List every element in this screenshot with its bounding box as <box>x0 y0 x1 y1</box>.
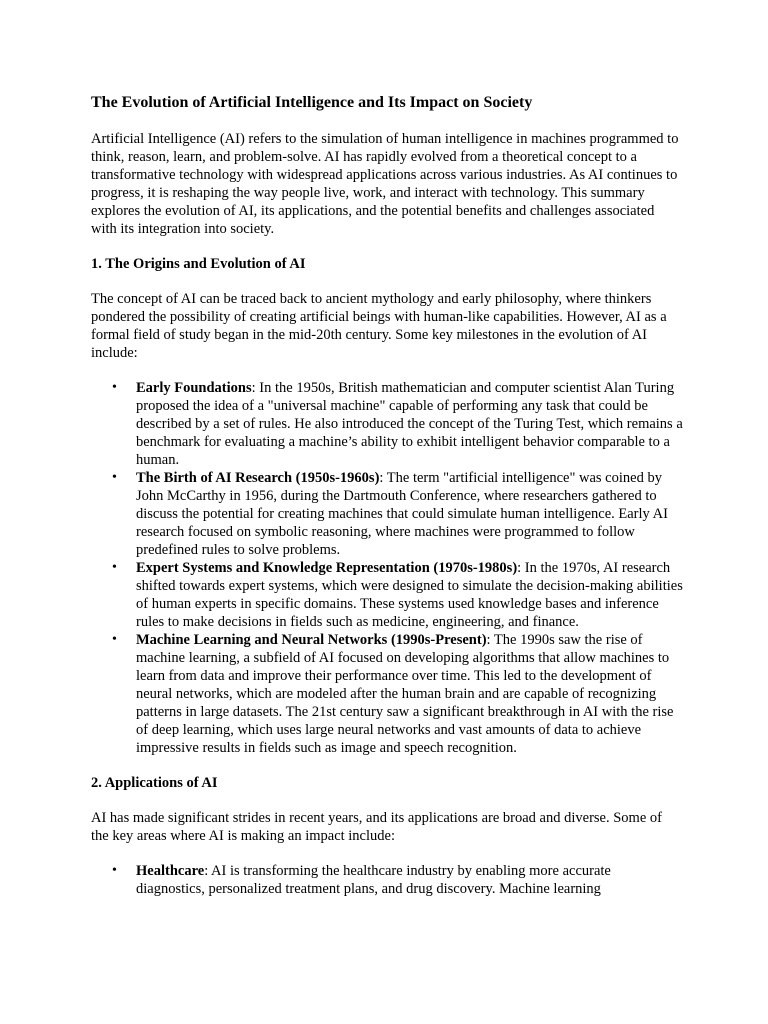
document-title: The Evolution of Artificial Intelligence and Its Impact on Society <box>91 94 533 111</box>
bullet-icon: • <box>112 560 117 575</box>
milestones-list <box>91 379 683 757</box>
bullet-icon: • <box>112 470 117 485</box>
list-item <box>91 469 683 559</box>
bullet-text: : In the 1970s, AI research shifted towards expert systems, which were designed to simulate the decision-making abilities of human experts in specific domains. These systems used knowledge bases and inference rules to make decisions in fields such as medicine, engineering, and finance. <box>136 560 683 630</box>
document-page <box>91 93 683 915</box>
bullet-term: Expert Systems and Knowledge Representation (1970s-1980s) <box>136 560 518 576</box>
bullet-icon: • <box>112 380 117 395</box>
bullet-text: : The 1990s saw the rise of machine learning, a subfield of AI focused on developing algorithms that allow machines to learn from data and improve their performance over time. This led to the development of neural networks, which are modeled after the human brain and are capable of recognizing patterns in large datasets. The 21st century saw a significant breakthrough in AI with the rise of deep learning, which uses large neural networks and vast amounts of data to achieve impressive results in fields such as image and speech recognition. <box>136 632 674 756</box>
bullet-text: : In the 1950s, British mathematician and computer scientist Alan Turing proposed the idea of a "universal machine" capable of performing any task that could be described by a set of rules. He also introduced the concept of the Turing Test, which remains a benchmark for evaluating a machine’s ability to exhibit intelligent behavior comparable to a human. <box>136 380 683 468</box>
bullet-icon: • <box>112 632 117 647</box>
bullet-term: The Birth of AI Research (1950s-1960s) <box>136 470 380 486</box>
section-heading-origins: 1. The Origins and Evolution of AI <box>91 256 306 272</box>
bullet-text: : The term "artificial intelligence" was coined by John McCarthy in 1956, during the Dartmouth Conference, where researchers gathered to discuss the potential for creating machines that could simulate human intelligence. Early AI research focused on symbolic reasoning, where machines were programmed to follow predefined rules to solve problems. <box>136 470 668 558</box>
bullet-icon: • <box>112 863 117 878</box>
bullet-term: Machine Learning and Neural Networks (1990s-Present) <box>136 632 487 648</box>
applications-list <box>91 862 683 898</box>
section-paragraph-applications: AI has made significant strides in recent years, and its applications are broad and diverse. Some of the key areas where AI is making an impact include: <box>91 810 662 844</box>
bullet-term: Early Foundations <box>136 380 252 396</box>
list-item <box>91 862 683 898</box>
intro-paragraph: Artificial Intelligence (AI) refers to the simulation of human intelligence in machines programmed to think, reason, learn, and problem-solve. AI has rapidly evolved from a theoretical concept to a transformative technology with widespread applications across various industries. As AI continues to progress, it is reshaping the way people live, work, and interact with technology. This summary explores the evolution of AI, its applications, and the potential benefits and challenges associated with its integration into society. <box>91 131 679 237</box>
section-paragraph-origins: The concept of AI can be traced back to ancient mythology and early philosophy, where thinkers pondered the possibility of creating artificial beings with human-like capabilities. However, AI as a formal field of study began in the mid-20th century. Some key milestones in the evolution of AI include: <box>91 291 667 361</box>
bullet-text: : AI is transforming the healthcare industry by enabling more accurate diagnostics, personalized treatment plans, and drug discovery. Machine learning <box>136 863 611 897</box>
bullet-term: Healthcare <box>136 863 205 879</box>
list-item <box>91 559 683 631</box>
list-item <box>91 379 683 469</box>
section-heading-applications: 2. Applications of AI <box>91 775 218 791</box>
list-item <box>91 631 683 757</box>
